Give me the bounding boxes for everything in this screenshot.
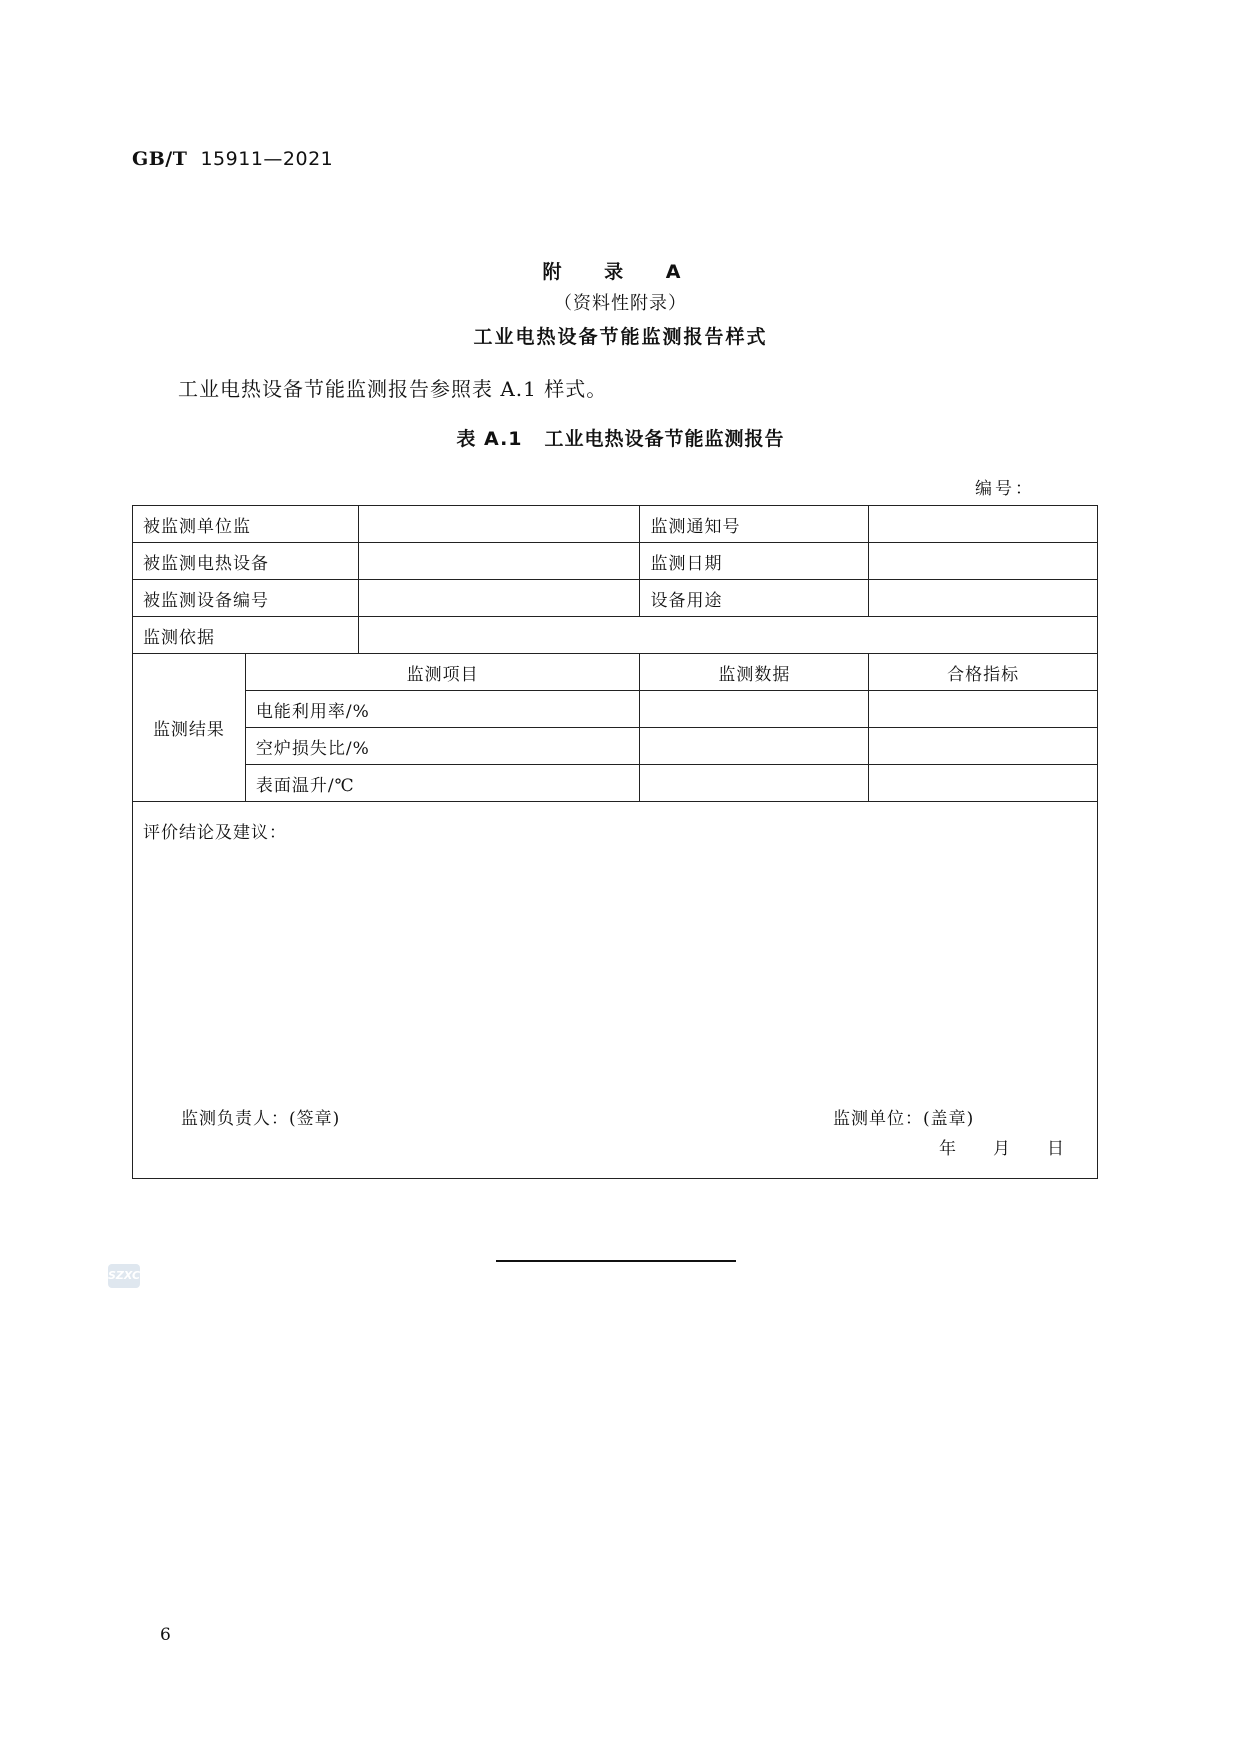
label-equipment-number: 被监测设备编号	[133, 580, 359, 617]
table-number: 表 A.1	[456, 428, 523, 450]
column-header-data: 监测数据	[640, 654, 869, 691]
date-line	[939, 1134, 1065, 1159]
standard-code	[132, 148, 333, 170]
table-title: 工业电热设备节能监测报告	[544, 428, 785, 450]
standard-surface-temp-rise[interactable]	[869, 765, 1098, 802]
conclusion-cell[interactable]	[133, 802, 1098, 1179]
item-energy-utilization: 电能利用率/%	[245, 691, 640, 728]
table-row	[133, 580, 1098, 617]
standard-number: 15911—2021	[200, 148, 334, 170]
appendix-name: 工业电热设备节能监测报告样式	[473, 326, 768, 348]
label-monitored-unit: 被监测单位监	[133, 506, 359, 543]
date-year: 年	[939, 1139, 957, 1159]
label-notice-number: 监测通知号	[640, 506, 869, 543]
data-empty-furnace-loss[interactable]	[640, 728, 869, 765]
table-caption	[0, 424, 1241, 451]
intro-text: 工业电热设备节能监测报告参照表 A.1 样式。	[178, 377, 608, 401]
table-row	[133, 691, 1098, 728]
value-notice-number[interactable]	[869, 506, 1098, 543]
value-monitored-equipment[interactable]	[358, 543, 640, 580]
label-equipment-purpose: 设备用途	[640, 580, 869, 617]
table-row	[133, 654, 1098, 691]
table-row	[133, 506, 1098, 543]
value-equipment-purpose[interactable]	[869, 580, 1098, 617]
label-monitoring-date: 监测日期	[640, 543, 869, 580]
standard-energy-utilization[interactable]	[869, 691, 1098, 728]
standard-empty-furnace-loss[interactable]	[869, 728, 1098, 765]
responsible-person-label: 监测负责人：(签章)	[181, 1109, 341, 1129]
date-day: 日	[1047, 1139, 1065, 1159]
serial-number-label: 编号：	[975, 479, 1035, 499]
table-row	[133, 765, 1098, 802]
label-monitoring-basis: 监测依据	[133, 617, 359, 654]
label-monitored-equipment: 被监测电热设备	[133, 543, 359, 580]
watermark-text: SZXC	[108, 1269, 141, 1282]
data-energy-utilization[interactable]	[640, 691, 869, 728]
column-header-standard: 合格指标	[869, 654, 1098, 691]
item-empty-furnace-loss: 空炉损失比/%	[245, 728, 640, 765]
end-rule	[496, 1260, 736, 1262]
page-number: 6	[160, 1625, 171, 1645]
value-equipment-number[interactable]	[358, 580, 640, 617]
value-monitored-unit[interactable]	[358, 506, 640, 543]
value-monitoring-date[interactable]	[869, 543, 1098, 580]
value-monitoring-basis[interactable]	[358, 617, 1097, 654]
item-surface-temp-rise: 表面温升/℃	[245, 765, 640, 802]
label-monitoring-results: 监测结果	[133, 654, 246, 802]
monitoring-report-table	[132, 505, 1098, 1179]
table-row	[133, 802, 1098, 1179]
standard-prefix: GB/T	[132, 148, 188, 170]
column-header-item: 监测项目	[245, 654, 640, 691]
conclusion-label: 评价结论及建议：	[143, 823, 287, 843]
table-row	[133, 543, 1098, 580]
appendix-title: 附 录 A	[542, 261, 699, 283]
table-row	[133, 728, 1098, 765]
monitoring-unit-label: 监测单位：(盖章)	[833, 1109, 975, 1129]
appendix-subtitle: （资料性附录）	[554, 293, 687, 314]
table-row	[133, 617, 1098, 654]
date-month: 月	[993, 1139, 1011, 1159]
watermark-logo	[108, 1264, 140, 1288]
data-surface-temp-rise[interactable]	[640, 765, 869, 802]
